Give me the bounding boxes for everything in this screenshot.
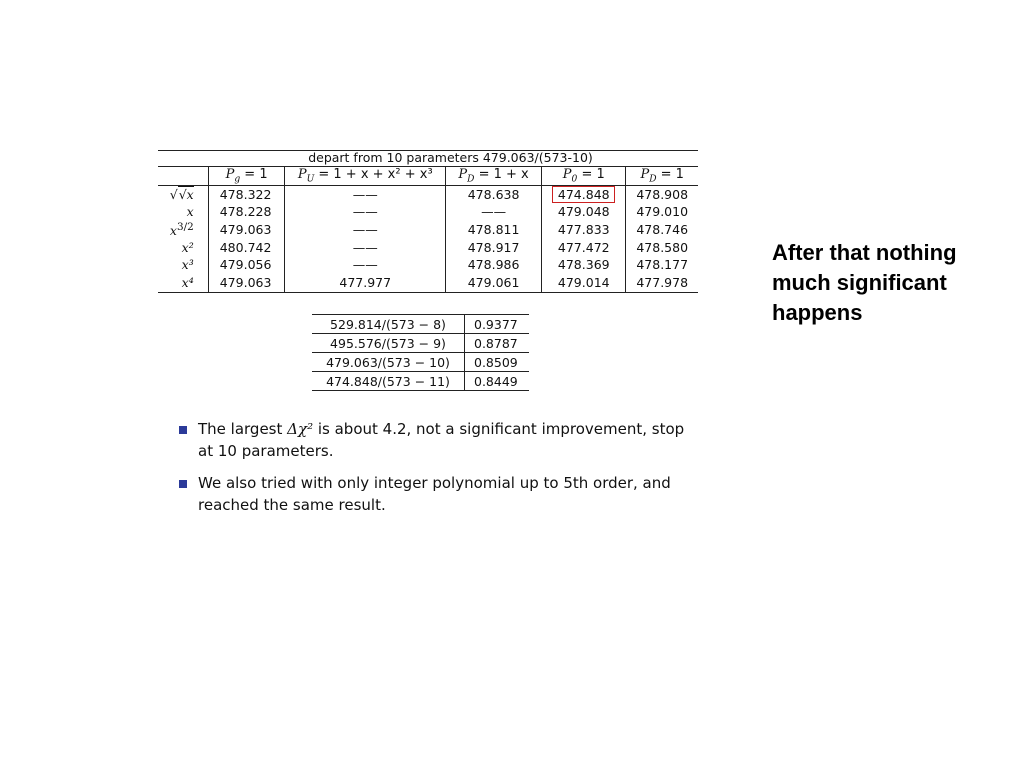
table-header-row [158,167,698,186]
ratio-value: 0.9377 [465,315,530,334]
row-label: x [186,204,194,220]
table-cell: 477.978 [626,274,698,292]
header-pd-const: $P_D = 1$ [626,167,698,186]
table-cell: —— [285,204,446,222]
bullet-list [178,418,688,526]
table-row [158,204,698,222]
highlighted-cell: 474.848 [542,186,626,204]
table-cell: 477.472 [542,239,626,257]
bullet-text: We also tried with only integer polynomial up to 5th order, and reached the same result. [198,474,671,514]
header-pg: $P_g = 1$ [208,167,285,186]
table-cell: —— [285,257,446,275]
header-pd-linear: $P_D = 1 + x$ [446,167,542,186]
table-cell: 478.177 [626,257,698,275]
table-cell: 479.063 [208,274,285,292]
table-row [158,257,698,275]
header-p0: $P_0 = 1$ [542,167,626,186]
ratio-table [312,314,529,391]
table-cell: 478.580 [626,239,698,257]
table-cell: 478.638 [446,186,542,204]
table-row [158,221,698,239]
row-label: x⁴ [158,274,208,292]
table-cell: 479.063 [208,221,285,239]
ratio-value: 0.8509 [465,353,530,372]
highlight-box [552,186,615,203]
side-note: After that nothing much significant happens [772,240,957,325]
table-cell: 478.228 [208,204,285,222]
row-label-text: √x [178,186,194,202]
table-caption-row [158,151,698,167]
table-cell: 477.833 [542,221,626,239]
table-cell: 479.061 [446,274,542,292]
table-cell: —— [285,239,446,257]
ratio-expression: 495.576/(573 − 9) [312,334,465,353]
bullet-text: The largest [198,420,288,438]
table-cell: 478.908 [626,186,698,204]
square-bullet-icon [179,426,187,434]
ratio-value: 0.8449 [465,372,530,391]
table-row [158,239,698,257]
ratio-value: 0.8787 [465,334,530,353]
table-cell: 478.811 [446,221,542,239]
table-row [158,186,698,204]
results-table [158,150,698,293]
bullet-math: Δχ² [287,420,314,438]
ratio-expression: 479.063/(573 − 10) [312,353,465,372]
table-caption: depart from 10 parameters 479.063/(573-10) [158,151,698,167]
table-cell: 478.746 [626,221,698,239]
bullet-item [178,418,688,462]
table-cell: 479.056 [208,257,285,275]
table-row [158,274,698,292]
table-cell: 479.014 [542,274,626,292]
table-cell: 479.048 [542,204,626,222]
table-cell: 478.986 [446,257,542,275]
ratio-row [312,353,529,372]
table-cell: 478.369 [542,257,626,275]
ratio-row [312,372,529,391]
header-corner [158,167,208,186]
row-label: x³ [181,257,194,273]
table-cell: 479.010 [626,204,698,222]
row-label: $x^{3/2}$ [169,221,194,239]
row-label: √√x [169,186,194,202]
table-cell: —— [446,204,542,222]
header-pu: $P_U = 1 + x + x^2 + x^3$ [285,167,446,186]
table-cell: 478.917 [446,239,542,257]
table-cell: —— [285,186,446,204]
ratio-row [312,315,529,334]
bullet-text: is about 4.2, not a significant improvement, stop at 10 parameters. [198,420,685,460]
table-cell: —— [285,221,446,239]
square-bullet-icon [179,480,187,488]
ratio-expression: 474.848/(573 − 11) [312,372,465,391]
table-cell: 480.742 [208,239,285,257]
ratio-row [312,334,529,353]
table-cell: 477.977 [285,274,446,292]
bullet-item [178,472,688,516]
ratio-expression: 529.814/(573 − 8) [312,315,465,334]
table-cell: 478.322 [208,186,285,204]
row-label: x² [181,239,194,255]
